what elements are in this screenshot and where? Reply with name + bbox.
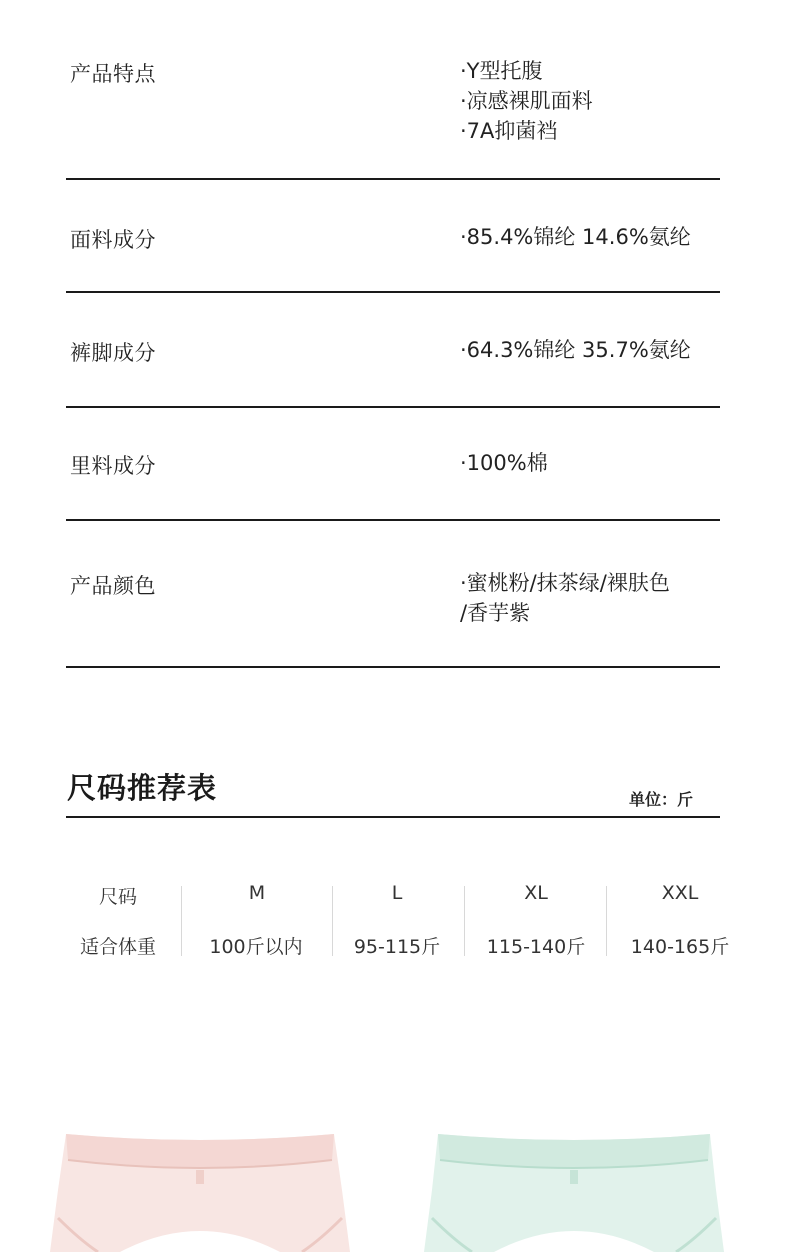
spec-value-line: /香芋紫 bbox=[460, 601, 531, 625]
divider bbox=[66, 519, 720, 521]
size-weight-cell: 115-140斤 bbox=[486, 936, 586, 958]
size-chart-unit: 单位：斤 bbox=[629, 790, 694, 809]
spec-value-line: ·Y型托腹 bbox=[460, 59, 543, 83]
divider bbox=[66, 816, 720, 818]
spec-label: 产品颜色 bbox=[70, 574, 156, 598]
spec-value bbox=[460, 448, 548, 478]
column-divider bbox=[332, 886, 333, 956]
divider bbox=[66, 666, 720, 668]
spec-value bbox=[460, 335, 691, 365]
spec-value-line: ·凉感裸肌面料 bbox=[460, 89, 593, 113]
garment-waistband bbox=[438, 1134, 710, 1168]
divider bbox=[66, 178, 720, 180]
size-header-cell: M bbox=[248, 882, 266, 904]
garment-center-tab bbox=[570, 1170, 578, 1184]
size-header-cell: 尺码 bbox=[98, 886, 138, 908]
column-divider bbox=[606, 886, 607, 956]
size-header-cell: XXL bbox=[661, 882, 699, 904]
size-weight-cell: 95-115斤 bbox=[353, 936, 441, 958]
size-header-cell: XL bbox=[524, 882, 548, 904]
size-weight-cell: 140-165斤 bbox=[630, 936, 730, 958]
spec-label: 面料成分 bbox=[70, 228, 156, 252]
spec-label: 裤脚成分 bbox=[70, 341, 156, 365]
spec-value-line: ·64.3%锦纶 35.7%氨纶 bbox=[460, 338, 691, 362]
spec-value-line: ·7A抑菌裆 bbox=[460, 119, 558, 143]
size-chart-title: 尺码推荐表 bbox=[67, 771, 218, 805]
spec-value bbox=[460, 568, 670, 628]
size-weight-cell: 适合体重 bbox=[79, 936, 157, 958]
garment-image-peach-pink bbox=[50, 1130, 350, 1252]
spec-value-line: ·85.4%锦纶 14.6%氨纶 bbox=[460, 225, 691, 249]
garment-image-matcha-green bbox=[424, 1130, 724, 1252]
spec-label: 产品特点 bbox=[70, 62, 156, 86]
divider bbox=[66, 406, 720, 408]
spec-value-line: ·蜜桃粉/抹茶绿/裸肤色 bbox=[460, 571, 670, 595]
divider bbox=[66, 291, 720, 293]
spec-label: 里料成分 bbox=[70, 454, 156, 478]
garment-center-tab bbox=[196, 1170, 204, 1184]
spec-value bbox=[460, 56, 593, 146]
column-divider bbox=[181, 886, 182, 956]
size-header-cell: L bbox=[391, 882, 403, 904]
size-weight-cell: 100斤以内 bbox=[209, 936, 303, 958]
garment-waistband bbox=[66, 1134, 334, 1168]
spec-value bbox=[460, 222, 691, 252]
spec-value-line: ·100%棉 bbox=[460, 451, 548, 475]
column-divider bbox=[464, 886, 465, 956]
